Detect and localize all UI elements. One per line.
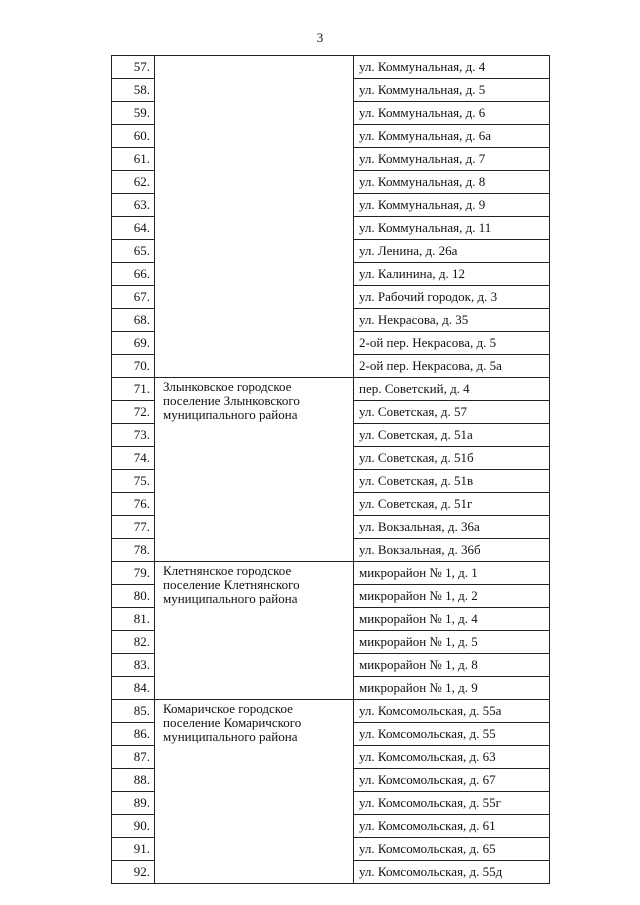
address-cell: ул. Коммунальная, д. 8 <box>354 171 550 194</box>
row-number: 72. <box>112 401 155 424</box>
row-number: 58. <box>112 79 155 102</box>
address-cell: микрорайон № 1, д. 1 <box>354 562 550 585</box>
row-number: 90. <box>112 815 155 838</box>
address-cell: ул. Комсомольская, д. 55д <box>354 861 550 884</box>
address-cell: ул. Вокзальная, д. 36б <box>354 539 550 562</box>
row-number: 60. <box>112 125 155 148</box>
row-number: 75. <box>112 470 155 493</box>
row-number: 74. <box>112 447 155 470</box>
address-cell: ул. Советская, д. 51б <box>354 447 550 470</box>
organization-cell: Злынковское городское поселение Злынковского муниципального района <box>155 378 354 562</box>
row-number: 61. <box>112 148 155 171</box>
address-cell: микрорайон № 1, д. 8 <box>354 654 550 677</box>
address-cell: ул. Коммунальная, д. 9 <box>354 194 550 217</box>
row-number: 77. <box>112 516 155 539</box>
address-cell: ул. Советская, д. 51в <box>354 470 550 493</box>
address-cell: ул. Коммунальная, д. 7 <box>354 148 550 171</box>
row-number: 67. <box>112 286 155 309</box>
row-number: 70. <box>112 355 155 378</box>
address-cell: микрорайон № 1, д. 4 <box>354 608 550 631</box>
row-number: 91. <box>112 838 155 861</box>
row-number: 62. <box>112 171 155 194</box>
address-cell: ул. Ленина, д. 26а <box>354 240 550 263</box>
row-number: 65. <box>112 240 155 263</box>
address-cell: ул. Некрасова, д. 35 <box>354 309 550 332</box>
row-number: 85. <box>112 700 155 723</box>
row-number: 57. <box>112 56 155 79</box>
address-cell: микрорайон № 1, д. 5 <box>354 631 550 654</box>
page-number: 3 <box>316 30 324 45</box>
row-number: 63. <box>112 194 155 217</box>
address-cell: ул. Советская, д. 51а <box>354 424 550 447</box>
row-number: 92. <box>112 861 155 884</box>
address-cell: ул. Калинина, д. 12 <box>354 263 550 286</box>
table-row <box>112 378 550 401</box>
row-number: 68. <box>112 309 155 332</box>
address-cell: ул. Комсомольская, д. 65 <box>354 838 550 861</box>
address-cell: 2-ой пер. Некрасова, д. 5а <box>354 355 550 378</box>
row-number: 87. <box>112 746 155 769</box>
address-table <box>111 55 550 884</box>
row-number: 88. <box>112 769 155 792</box>
address-cell: ул. Рабочий городок, д. 3 <box>354 286 550 309</box>
row-number: 80. <box>112 585 155 608</box>
row-number: 59. <box>112 102 155 125</box>
table-row <box>112 56 550 79</box>
address-cell: ул. Комсомольская, д. 55 <box>354 723 550 746</box>
address-cell: ул. Коммунальная, д. 6 <box>354 102 550 125</box>
row-number: 89. <box>112 792 155 815</box>
address-cell: ул. Комсомольская, д. 55г <box>354 792 550 815</box>
row-number: 71. <box>112 378 155 401</box>
table-row <box>112 700 550 723</box>
address-cell: ул. Комсомольская, д. 63 <box>354 746 550 769</box>
organization-cell <box>155 56 354 378</box>
address-cell: микрорайон № 1, д. 2 <box>354 585 550 608</box>
row-number: 73. <box>112 424 155 447</box>
organization-cell: Клетнянское городское поселение Клетнянского муниципального района <box>155 562 354 700</box>
row-number: 82. <box>112 631 155 654</box>
row-number: 81. <box>112 608 155 631</box>
address-cell: ул. Комсомольская, д. 61 <box>354 815 550 838</box>
address-cell: ул. Комсомольская, д. 55а <box>354 700 550 723</box>
row-number: 78. <box>112 539 155 562</box>
row-number: 76. <box>112 493 155 516</box>
row-number: 64. <box>112 217 155 240</box>
row-number: 66. <box>112 263 155 286</box>
row-number: 69. <box>112 332 155 355</box>
address-cell: ул. Советская, д. 57 <box>354 401 550 424</box>
organization-cell: Комаричское городское поселение Комаричского муниципального района <box>155 700 354 884</box>
address-cell: ул. Коммунальная, д. 5 <box>354 79 550 102</box>
address-cell: ул. Вокзальная, д. 36а <box>354 516 550 539</box>
address-cell: ул. Советская, д. 51г <box>354 493 550 516</box>
address-cell: ул. Коммунальная, д. 6а <box>354 125 550 148</box>
address-cell: 2-ой пер. Некрасова, д. 5 <box>354 332 550 355</box>
address-cell: ул. Коммунальная, д. 4 <box>354 56 550 79</box>
row-number: 86. <box>112 723 155 746</box>
address-cell: пер. Советский, д. 4 <box>354 378 550 401</box>
row-number: 79. <box>112 562 155 585</box>
row-number: 83. <box>112 654 155 677</box>
address-cell: ул. Коммунальная, д. 11 <box>354 217 550 240</box>
table-row <box>112 562 550 585</box>
address-cell: микрорайон № 1, д. 9 <box>354 677 550 700</box>
row-number: 84. <box>112 677 155 700</box>
address-cell: ул. Комсомольская, д. 67 <box>354 769 550 792</box>
table-body <box>112 56 550 884</box>
